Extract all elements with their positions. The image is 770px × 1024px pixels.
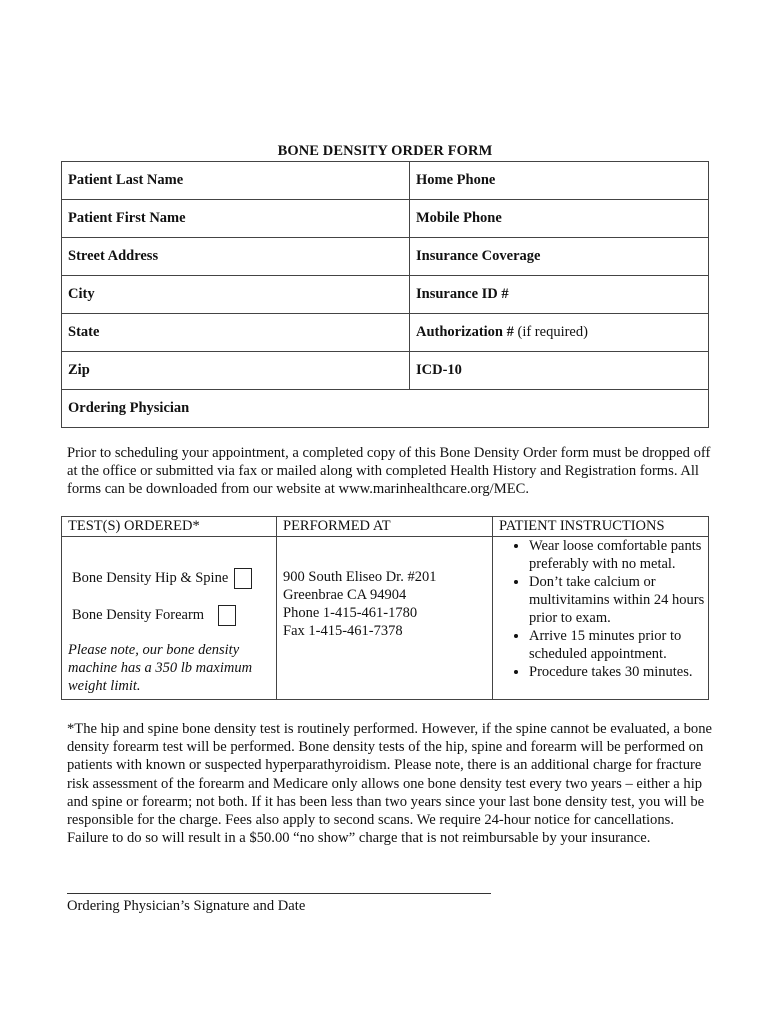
fax-number: Fax 1-415-461-7378 [283, 623, 403, 639]
insurance-id-field[interactable] [410, 276, 709, 314]
table-header-row [62, 517, 709, 537]
instructions-list [499, 537, 708, 681]
list-item: • Procedure takes 30 minutes. [529, 663, 708, 681]
test-option-label: Bone Density Hip & Spine [72, 570, 229, 586]
field-label: Insurance ID # [416, 286, 509, 302]
forearm-checkbox[interactable] [218, 605, 236, 626]
address-line: Greenbrae CA 94904 [283, 587, 407, 603]
performed-at-cell [277, 537, 493, 700]
list-item: • Arrive 15 minutes prior to scheduled appointment. [529, 627, 708, 663]
signature-line[interactable] [67, 893, 491, 894]
ordering-physician-field[interactable]: Ordering Physician [62, 390, 709, 428]
patient-instructions-cell [493, 537, 709, 700]
tests-ordered-header: TEST(S) ORDERED* [62, 517, 277, 537]
table-row [62, 352, 709, 390]
field-note: (if required) [513, 324, 588, 340]
table-row [62, 537, 709, 700]
intro-paragraph: Prior to scheduling your appointment, a completed copy of this Bone Density Order form must be dropped off at the office or submitted via fax or mailed along with completed Health History and Registration forms. All forms can be downloaded from our website at www.marinhealthcare.org/MEC. [67, 445, 711, 498]
field-label: Home Phone [416, 172, 496, 188]
street-address-field[interactable]: Street Address [62, 238, 410, 276]
insurance-coverage-field[interactable] [410, 238, 709, 276]
city-field[interactable]: City [62, 276, 410, 314]
performed-at-header: PERFORMED AT [277, 517, 493, 537]
field-label: Mobile Phone [416, 210, 502, 226]
list-item: • Don’t take calcium or multivitamins within 24 hours prior to exam. [529, 573, 708, 627]
zip-field[interactable]: Zip [62, 352, 410, 390]
home-phone-field[interactable] [410, 162, 709, 200]
icd-10-field[interactable] [410, 352, 709, 390]
form-title: BONE DENSITY ORDER FORM [277, 143, 493, 159]
table-row [62, 162, 709, 200]
tests-table [61, 516, 709, 700]
test-option-hip-spine [72, 568, 276, 589]
test-option-forearm [72, 605, 276, 626]
table-row [62, 200, 709, 238]
facility-address [283, 568, 492, 640]
test-option-label: Bone Density Forearm [72, 607, 205, 623]
field-label: ICD-10 [416, 362, 462, 378]
patient-info-table [61, 161, 709, 428]
weight-limit-note: Please note, our bone density machine has a 350 lb maximum weight limit. [68, 642, 253, 694]
patient-last-name-field[interactable]: Patient Last Name [62, 162, 410, 200]
table-row [62, 276, 709, 314]
tests-ordered-cell [62, 537, 277, 700]
hip-spine-checkbox[interactable] [234, 568, 252, 589]
patient-instructions-header: PATIENT INSTRUCTIONS [493, 517, 709, 537]
signature-label: Ordering Physician’s Signature and Date [67, 898, 306, 914]
address-line: 900 South Eliseo Dr. #201 [283, 569, 437, 585]
field-label: Insurance Coverage [416, 248, 541, 264]
authorization-field[interactable] [410, 314, 709, 352]
field-label: Authorization # [416, 324, 514, 340]
list-item: • Wear loose comfortable pants preferably with no metal. [529, 537, 708, 573]
state-field[interactable]: State [62, 314, 410, 352]
phone-number: Phone 1-415-461-1780 [283, 605, 418, 621]
table-row [62, 238, 709, 276]
table-row [62, 390, 709, 428]
table-row [62, 314, 709, 352]
mobile-phone-field[interactable] [410, 200, 709, 238]
patient-first-name-field[interactable]: Patient First Name [62, 200, 410, 238]
footnote-paragraph: *The hip and spine bone density test is routinely performed. However, if the spine cannot be evaluated, a bone density forearm test will be performed. Bone density tests of the hip, spine and forearm will be performed on patients with known or suspected hyperparathyroidism. Please note, there is an additional charge for fracture risk assessment of the forearm and Medicare only allows one bone density test every two years – either a hip and spine or forearm; not both. If it has been less than two years since your last bone density test, you will be responsible for the charge. Fees also apply to second scans. We require 24-hour notice for cancellations. Failure to do so will result in a $50.00 “no show” charge that is not reimbursable by your insurance. [67, 721, 712, 847]
